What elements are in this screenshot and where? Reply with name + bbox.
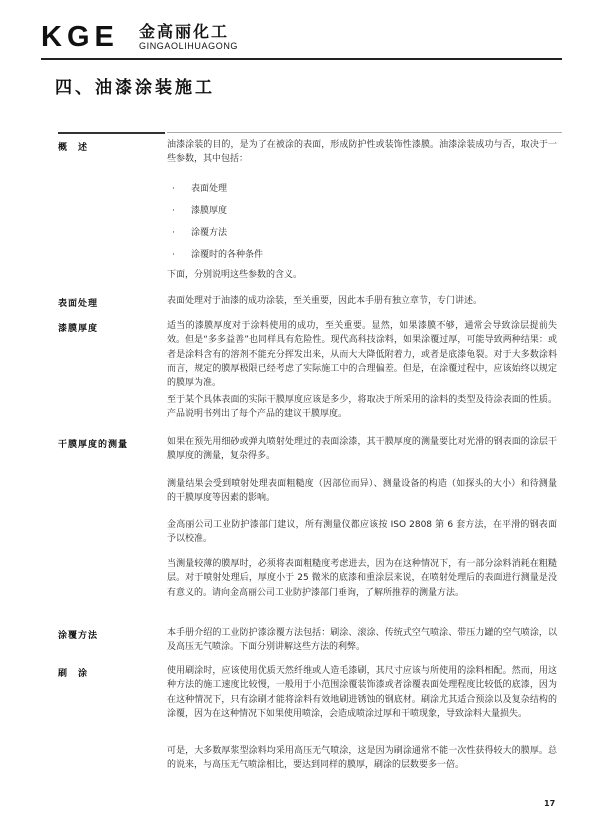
dft-p2: 测量结果会受到喷射处理表面粗糙度（因部位而异）、测量设备的构造（如探头的大小）和待测量的干膜厚度等因素的影响。 xyxy=(167,479,557,504)
list-item-text: 涂覆时的各种条件 xyxy=(191,250,264,260)
heading-dft-measurement: 干膜厚度的测量 xyxy=(58,440,129,450)
list-item xyxy=(172,247,263,260)
column-rule-left xyxy=(58,132,165,134)
list-item xyxy=(172,181,227,194)
list-item xyxy=(172,203,227,216)
surface-prep-text: 表面处理对于油漆的成功涂装，至关重要，因此本手册有独立章节，专门讲述。 xyxy=(167,296,483,306)
company-name-cn: 金高丽化工 xyxy=(139,22,230,41)
header-rule xyxy=(41,58,562,60)
overview-intro: 油漆涂装的目的，是为了在被涂的表面，形成防护性或装饰性漆膜。油漆涂装成功与否，取决于一些参数，其中包括： xyxy=(167,140,557,165)
page-title: 四、油漆涂装施工 xyxy=(55,78,215,98)
heading-application-methods: 涂覆方法 xyxy=(58,631,99,641)
heading-surface-prep: 表面处理 xyxy=(58,299,99,309)
brushing-p1: 使用刷涂时，应该使用优质天然纤维或人造毛漆刷，其尺寸应该与所使用的涂料相配。然而，用这种方法的施工速度比较慢，一般用于小范围涂覆装饰漆或者涂覆表面处理程度比较低的底漆，因为在这种情况下，只有涂刷才能将涂料有效地刷进锈蚀的钢底材。刷涂尤其适合预涂以及复杂结构的涂覆，因为在这种情况下如果使用喷涂，会造成喷涂过厚和干喷现象，导致涂料大量损失。 xyxy=(167,666,557,719)
list-item-text: 表面处理 xyxy=(191,184,228,194)
list-item xyxy=(172,225,227,238)
film-thickness-p2: 至于某个具体表面的实际干膜厚度应该是多少，将取决于所采用的涂料的类型及待涂表面的性质。产品说明书列出了每个产品的建议干膜厚度。 xyxy=(167,395,557,420)
bullet-icon: · xyxy=(172,250,175,260)
dft-p3: 金高丽公司工业防护漆部门建议，所有测量仪都应该按 ISO 2808 第 6 套方法，在平滑的钢表面予以校准。 xyxy=(167,520,557,545)
page-number: 17 xyxy=(544,799,556,808)
dft-p4: 当测量较薄的膜厚时，必须将表面粗糙度考虑进去，因为在这种情况下，有一部分涂料消耗在粗糙层。对于喷射处理后，厚度小于 25 微米的底漆和重涂层来说，在喷射处理后的表面进行测量是没有意义的。请向金高丽公司工业防护漆部门垂询，了解所推荐的测量方法。 xyxy=(167,559,557,598)
column-rule-right xyxy=(167,132,562,133)
overview-outro: 下面，分别说明这些参数的含义。 xyxy=(167,270,303,280)
dft-p1: 如果在预先用细砂或弹丸喷射处理过的表面涂漆，其干膜厚度的测量要比对光滑的钢表面的涂层干膜厚度的测量，复杂得多。 xyxy=(167,437,557,462)
bullet-icon: · xyxy=(172,228,175,238)
list-item-text: 涂覆方法 xyxy=(191,228,228,238)
bullet-icon: · xyxy=(172,184,175,194)
heading-film-thickness: 漆膜厚度 xyxy=(58,324,99,334)
heading-overview: 概 述 xyxy=(58,143,89,153)
bullet-icon: · xyxy=(172,206,175,216)
application-methods-text: 本手册介绍的工业防护漆涂覆方法包括：刷涂、滚涂、传统式空气喷涂、带压力罐的空气喷涂，以及高压无气喷涂。下面分别讲解这些方法的利弊。 xyxy=(167,628,557,653)
list-item-text: 漆膜厚度 xyxy=(191,206,228,216)
logo-mark: KGE xyxy=(41,21,119,53)
brushing-p2: 可是，大多数厚浆型涂料均采用高压无气喷涂，这是因为刷涂通常不能一次性获得较大的膜厚。总的说来，与高压无气喷涂相比，要达到同样的膜厚，刷涂的层数要多一倍。 xyxy=(167,746,557,771)
company-name-en: GINGAOLIHUAGONG xyxy=(139,41,239,51)
heading-brushing: 刷 涂 xyxy=(58,669,89,679)
film-thickness-p1: 适当的漆膜厚度对于涂料使用的成功，至关重要。显然，如果漆膜不够，通常会导致涂层提前失效。但是“多多益善”也同样具有危险性。现代高科技涂料，如果涂覆过厚，可能导致两种结果：或者是涂料含有的溶剂不能充分挥发出来，从而大大降低附着力，或者是底漆龟裂。对于大多数涂料而言，规定的膜厚极限已经考虑了实际施工中的合理偏差。但是，在涂覆过程中，应该始终以规定的膜厚为准。 xyxy=(167,321,557,389)
